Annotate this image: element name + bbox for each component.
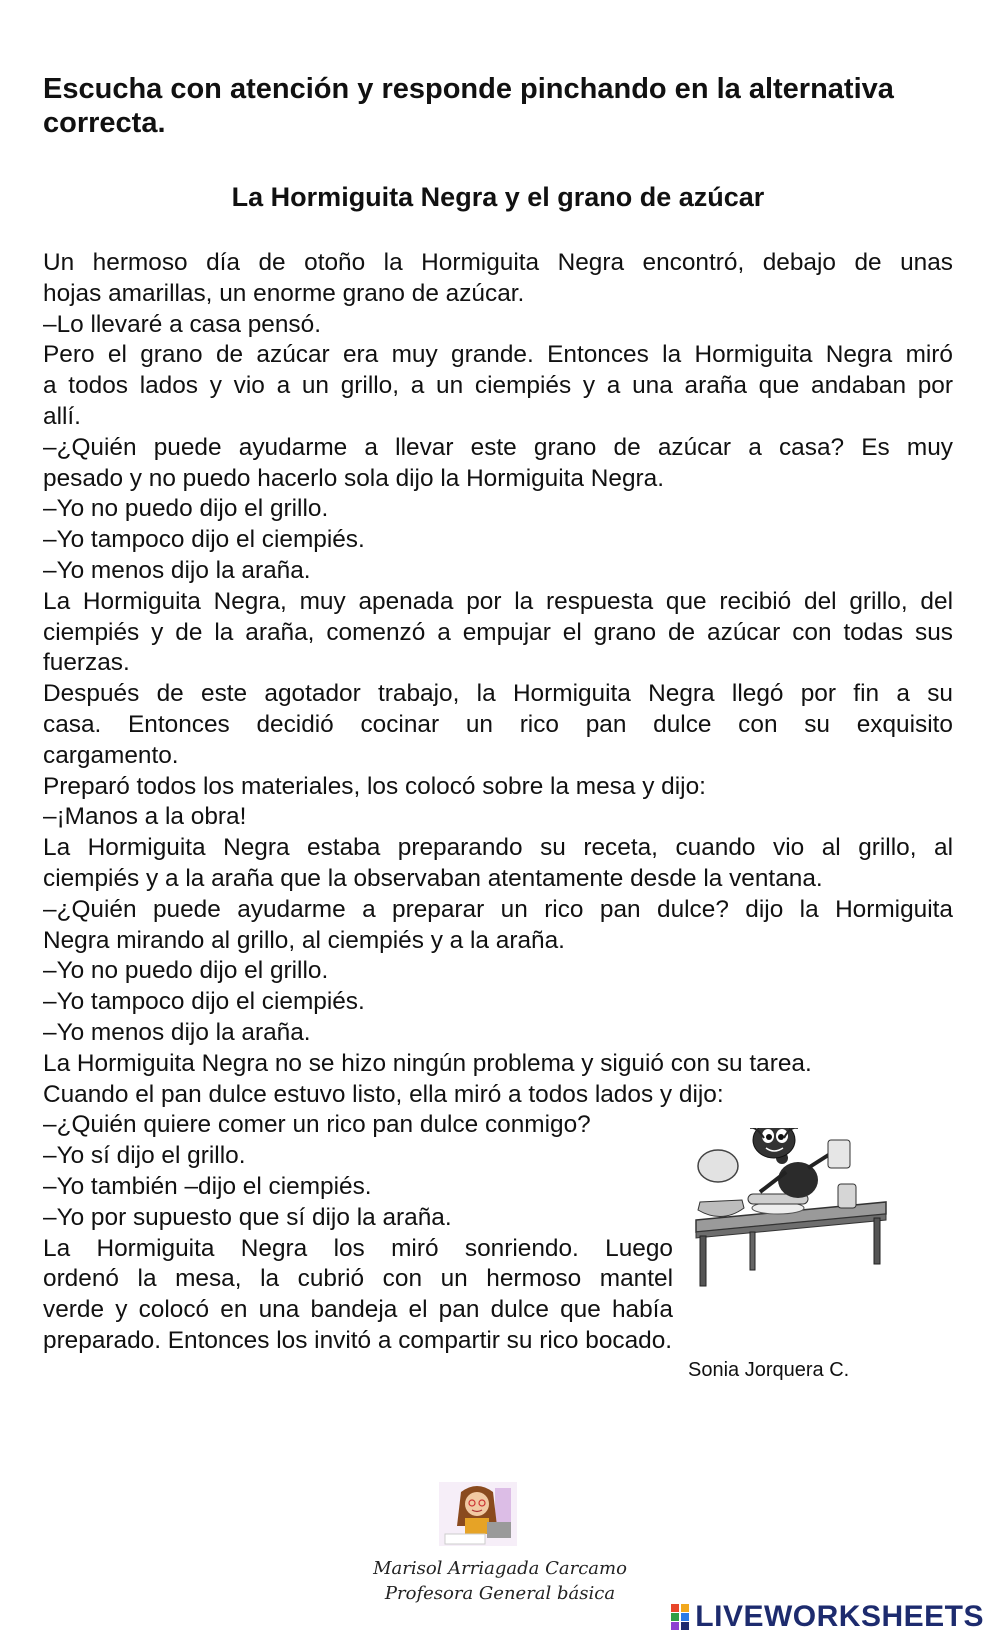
story-title: La Hormiguita Negra y el grano de azúcar — [231, 182, 765, 212]
story-line: –Yo tampoco dijo el ciempiés. — [43, 526, 365, 554]
liveworksheets-badge-icon — [671, 1604, 689, 1630]
story-line: La Hormiguita Negra estaba preparando su receta, cuando vio al grillo, al — [43, 834, 953, 862]
story-line: ciempiés y de la araña, comenzó a empujar el grano de azúcar con todas sus — [43, 618, 953, 646]
story-line: a todos lados y vio a un grillo, a un ciempiés y a una araña que andaban por — [43, 372, 953, 400]
story-line: casa. Entonces decidió cocinar un rico pan dulce con su exquisito — [43, 710, 953, 738]
story-line: Negra mirando al grillo, al ciempiés y a la araña. — [43, 926, 565, 954]
story-line: –Yo por supuesto que sí dijo la araña. — [43, 1203, 452, 1231]
story-line: preparado. Entonces los invitó a compartir su rico bocado. — [43, 1326, 673, 1354]
story-line: Preparó todos los materiales, los colocó sobre la mesa y dijo: — [43, 772, 706, 800]
story-line: –Yo no puedo dijo el grillo. — [43, 957, 329, 985]
story-line: –Yo tampoco dijo el ciempiés. — [43, 988, 365, 1016]
story-line: Pero el grano de azúcar era muy grande. Entonces la Hormiguita Negra miró — [43, 341, 953, 369]
ant-baking-illustration — [690, 1128, 895, 1290]
story-line: –Yo menos dijo la araña. — [43, 1018, 311, 1046]
instructions: Escucha con atención y responde pinchando en la alternativa correcta. — [43, 73, 894, 139]
story-line: La Hormiguita Negra los miró sonriendo. Luego — [43, 1234, 673, 1262]
story-line: –¿Quién puede ayudarme a preparar un rico pan dulce? dijo la Hormiguita — [43, 895, 953, 923]
liveworksheets-logo[interactable] — [671, 1599, 984, 1635]
story-line: –Lo llevaré a casa pensó. — [43, 310, 321, 338]
story-line: ordenó la mesa, la cubrió con un hermoso mantel — [43, 1265, 673, 1293]
story-line: cargamento. — [43, 741, 179, 769]
story-line: verde y colocó en una bandeja el pan dulce que había — [43, 1296, 673, 1324]
story-line: –¿Quién quiere comer un rico pan dulce conmigo? — [43, 1111, 591, 1139]
story-line: –Yo menos dijo la araña. — [43, 556, 311, 584]
story-line: hojas amarillas, un enorme grano de azúcar. — [43, 279, 525, 307]
story-line: Un hermoso día de otoño la Hormiguita Negra encontró, debajo de unas — [43, 249, 953, 276]
story-line: –¿Quién puede ayudarme a llevar este grano de azúcar a casa? Es muy — [43, 433, 953, 461]
story-line: ciempiés y a la araña que la observaban atentamente desde la ventana. — [43, 864, 823, 892]
story-line: Cuando el pan dulce estuvo listo, ella miró a todos lados y dijo: — [43, 1080, 724, 1108]
story-line: Después de este agotador trabajo, la Hormiguita Negra llegó por fin a su — [43, 680, 953, 708]
teacher-role: Profesora General básica — [384, 1583, 616, 1604]
story-line: –Yo sí dijo el grillo. — [43, 1142, 246, 1170]
liveworksheets-wordmark: LIVEWORKSHEETS — [695, 1600, 984, 1633]
story-line: allí. — [43, 402, 81, 430]
story-line: –¡Manos a la obra! — [43, 803, 247, 831]
teacher-avatar — [439, 1482, 517, 1546]
story-line: pesado y no puedo hacerlo sola dijo la Hormiguita Negra. — [43, 464, 664, 492]
story-line: La Hormiguita Negra, muy apenada por la respuesta que recibió del grillo, del — [43, 587, 953, 615]
story-line: fuerzas. — [43, 649, 130, 677]
story-line: La Hormiguita Negra no se hizo ningún problema y siguió con su tarea. — [43, 1049, 812, 1077]
story-author: Sonia Jorquera C. — [688, 1359, 850, 1381]
story-line: –Yo no puedo dijo el grillo. — [43, 495, 329, 523]
teacher-name: Marisol Arriagada Carcamo — [373, 1558, 627, 1579]
story-line: –Yo también –dijo el ciempiés. — [43, 1172, 372, 1200]
